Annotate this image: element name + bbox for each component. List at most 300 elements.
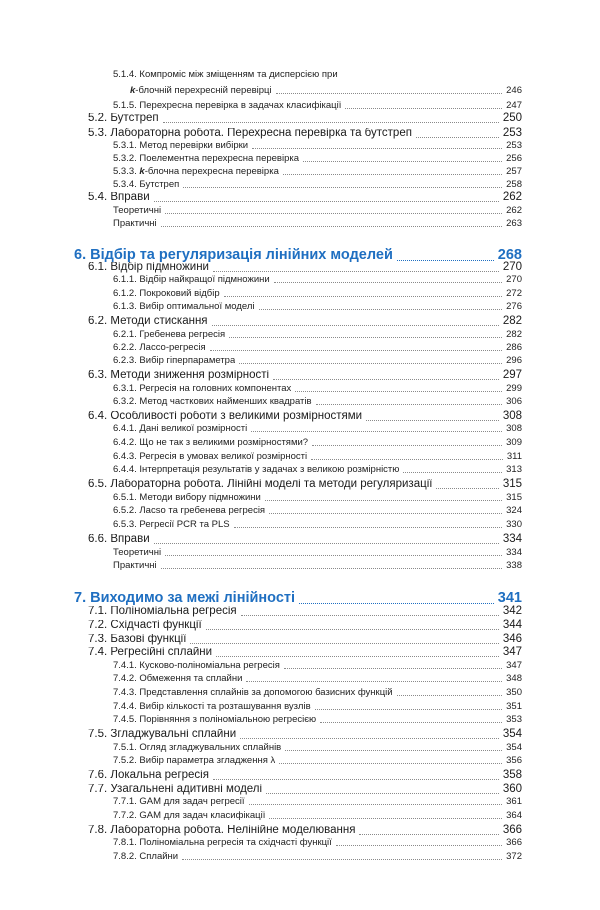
subsection-entry [113, 743, 522, 753]
page-number: 338 [506, 560, 522, 571]
entry-number: 7.7.1. [113, 797, 137, 807]
entry-title-text: Поліноміальна регресія [110, 606, 237, 617]
dot-leader [239, 363, 502, 364]
entry-number: 5.2. [88, 113, 108, 124]
page-number: 272 [506, 288, 522, 299]
entry-title-text: Покроковий відбір [139, 289, 220, 299]
dot-leader [336, 845, 502, 846]
subsection-entry [113, 838, 522, 848]
dot-leader [397, 260, 494, 261]
entry-label [113, 167, 279, 177]
page-number: 306 [506, 396, 522, 407]
entry-number: 6.1. [88, 262, 108, 273]
entry-title-text: Теоретичні [113, 206, 162, 216]
entry-title-text: Методи зниження розмірності [110, 370, 270, 381]
dot-leader [234, 527, 503, 528]
entry-label [113, 330, 225, 340]
entry-title-text: Кусково-поліноміальна регресія [139, 661, 280, 671]
entry-title-text: Вибір параметра згладження λ [139, 756, 276, 766]
dot-leader [183, 187, 502, 188]
entry-title-text: Відбір підмножини [110, 262, 209, 273]
dot-leader [269, 513, 502, 514]
section-entry [88, 192, 522, 204]
entry-label [88, 128, 412, 140]
entry-title-text: Порівняння з поліноміальною регресією [139, 715, 317, 725]
page-number: 354 [506, 742, 522, 753]
subsection-entry [113, 702, 522, 712]
page-number: 270 [506, 274, 522, 285]
entry-label [113, 180, 179, 190]
entry-number: 7.5. [88, 729, 108, 740]
entry-title-text: Відбір найкращої підмножини [139, 275, 270, 285]
entry-title-text: Вправи [110, 192, 150, 203]
entry-title-text: Бутстреп [110, 113, 159, 124]
entry-label [88, 316, 208, 328]
page-number: 299 [506, 383, 522, 394]
entry-title-text: Вибір кількості та розташування вузлів [139, 702, 311, 712]
section-entry [88, 825, 522, 837]
dot-leader [163, 122, 499, 123]
subsection-entry [113, 452, 522, 462]
entry-title-text: Особливості роботи з великими розмірностями [110, 411, 363, 422]
entry-title-text: Гребенева регресія [139, 330, 226, 340]
dot-leader [240, 738, 499, 739]
dot-leader [266, 793, 499, 794]
dot-leader [359, 834, 498, 835]
entry-title-text: Регресії PCR та PLS [139, 520, 230, 530]
entry-label [113, 424, 247, 434]
entry-label [113, 548, 161, 558]
entry-number: 6.2.1. [113, 330, 137, 340]
entry-label [88, 262, 209, 274]
dot-leader [249, 804, 503, 805]
dot-leader [366, 420, 499, 421]
entry-title-text: Перехресна перевірка в задачах класифікації [139, 101, 342, 111]
section-entry [88, 647, 522, 659]
entry-title-text: Метод перевірки вибірки [139, 141, 249, 151]
section-entry [88, 479, 522, 491]
entry-label [113, 141, 248, 151]
page-number: 341 [497, 590, 522, 606]
entry-label [113, 206, 161, 216]
entry-number: 6.1.2. [113, 289, 137, 299]
entry-title-text: Лабораторна робота. Лінійні моделі та методи регуляризації [110, 479, 433, 490]
page-number: 330 [506, 519, 522, 530]
chapter-entry [74, 591, 522, 606]
entry-title-text: GAM для задач регресії [139, 797, 245, 807]
page-number: 366 [502, 824, 522, 836]
section-entry [88, 729, 522, 741]
subsection-entry [113, 356, 522, 366]
dot-leader [316, 404, 503, 405]
subsection-entry [113, 384, 522, 394]
subsection-entry [113, 465, 522, 475]
entry-label [113, 852, 178, 862]
page-number: 311 [506, 451, 522, 462]
entry-number: 6.3. [88, 370, 108, 381]
subsection-entry [113, 852, 522, 862]
entry-number: 6.5.2. [113, 506, 137, 516]
section-entry [88, 770, 522, 782]
entry-number: 5.3.4. [113, 180, 137, 190]
entry-title-text: Дані великої розмірності [139, 424, 248, 434]
entry-number: 6.4.4. [113, 465, 137, 475]
subsection-entry [113, 811, 522, 821]
dot-leader [403, 472, 502, 473]
dot-leader [312, 445, 502, 446]
entry-number: 6.1.1. [113, 275, 137, 285]
entry-number: 6.6. [88, 534, 108, 545]
entry-number: 7.4.4. [113, 702, 137, 712]
section-entry [88, 606, 522, 618]
entry-label [88, 825, 355, 837]
entry-number: 5.3.3. [113, 167, 137, 177]
entry-title-text: Вибір гіперпараметра [139, 356, 236, 366]
entry-label [74, 591, 295, 606]
entry-label [113, 343, 206, 353]
entry-label [88, 729, 236, 741]
entry-label [113, 797, 245, 807]
page-number: 324 [506, 505, 522, 516]
subsection-entry [113, 219, 522, 229]
entry-number: 6.2. [88, 316, 108, 327]
entry-title-text: Практичні [113, 219, 157, 229]
dot-leader [165, 555, 502, 556]
entry-label [113, 838, 332, 848]
entry-number: 7. [74, 591, 87, 606]
entry-label [113, 452, 307, 462]
dot-leader [311, 459, 503, 460]
entry-number: 7.5.1. [113, 743, 137, 753]
entry-label [74, 248, 393, 263]
entry-title-text: Регресія в умовах великої розмірності [139, 452, 308, 462]
dot-leader [206, 629, 499, 630]
entry-title-text: Лабораторна робота. Перехресна перевірка та бутстреп [110, 128, 412, 139]
page-number: 354 [502, 728, 522, 740]
entry-title-text: Поліноміальна регресія та східчасті функції [139, 838, 332, 848]
entry-title-text: Регресія на головних компонентах [139, 384, 292, 394]
entry-number: 6.4.2. [113, 438, 137, 448]
section-entry [88, 262, 522, 274]
entry-label [113, 715, 316, 725]
dot-leader [283, 174, 502, 175]
entry-label [88, 770, 209, 782]
dot-leader [213, 271, 499, 272]
entry-label [113, 674, 242, 684]
entry-title-text: Узагальнені адитивні моделі [110, 784, 263, 795]
entry-number: 6.5.1. [113, 493, 137, 503]
entry-number: 5.3.2. [113, 154, 137, 164]
page-number: 297 [502, 369, 522, 381]
entry-title-text: Ласso та гребенева регресія [139, 506, 266, 516]
page-number: 257 [506, 166, 522, 177]
entry-label [113, 702, 311, 712]
section-entry [88, 411, 522, 423]
dot-leader [182, 859, 502, 860]
entry-label [113, 275, 270, 285]
entry-label [113, 493, 261, 503]
page-number: 247 [506, 100, 522, 111]
entry-number: 6.5. [88, 479, 108, 490]
entry-title-text: Методи стискання [110, 316, 208, 327]
entry-title-text: Огляд згладжувальних сплайнів [139, 743, 282, 753]
subsection-entry [113, 520, 522, 530]
entry-number: 7.1. [88, 606, 108, 617]
entry-label [113, 743, 281, 753]
entry-number: 5.1.5. [113, 101, 137, 111]
entry-title-text: Інтерпретація результатів у задачах з великою розмірністю [139, 465, 400, 475]
entry-title-text: Лассо-регресія [139, 343, 206, 353]
entry-label [88, 620, 202, 632]
page-number: 263 [506, 218, 522, 229]
page-number: 286 [506, 342, 522, 353]
entry-title-text: Вибір оптимальної моделі [139, 302, 255, 312]
page-number: 262 [502, 191, 522, 203]
entry-title-text: Бутстреп [139, 180, 180, 190]
subsection-entry [130, 86, 522, 96]
entry-label [113, 661, 280, 671]
entry-label [113, 811, 265, 821]
entry-number: 6.2.3. [113, 356, 137, 366]
entry-title-text: Обмеження та сплайни [139, 674, 243, 684]
subsection-entry [113, 561, 522, 571]
dot-leader [273, 379, 499, 380]
subsection-entry [113, 756, 522, 766]
entry-label [88, 370, 269, 382]
dot-leader [154, 201, 499, 202]
dot-leader [165, 213, 502, 214]
dot-leader [190, 643, 498, 644]
entry-number: 7.5.2. [113, 756, 137, 766]
page-number: 246 [506, 85, 522, 96]
page-number: 315 [502, 478, 522, 490]
subsection-entry [113, 506, 522, 516]
page-number: 361 [506, 796, 522, 807]
dot-leader [161, 568, 503, 569]
subsection-entry [113, 438, 522, 448]
page-number: 344 [502, 619, 522, 631]
page-number: 262 [506, 205, 522, 216]
entry-label [113, 397, 312, 407]
page-number: 253 [506, 140, 522, 151]
entry-title-text: Сплайни [139, 852, 179, 862]
entry-number: 6.1.3. [113, 302, 137, 312]
entry-number: 7.4.5. [113, 715, 137, 725]
entry-label [113, 688, 393, 698]
subsection-entry [113, 154, 522, 164]
page-number: 309 [506, 437, 522, 448]
entry-label [88, 634, 186, 646]
page-number: 282 [502, 315, 522, 327]
entry-label [88, 411, 362, 423]
entry-label [113, 289, 220, 299]
entry-label [113, 219, 157, 229]
subsection-entry [113, 289, 522, 299]
entry-number: 7.8.1. [113, 838, 137, 848]
subsection-entry [113, 101, 522, 111]
entry-number: 7.4.2. [113, 674, 137, 684]
entry-title-text: GAM для задач класифікації [139, 811, 266, 821]
dot-leader [284, 668, 502, 669]
dot-leader [320, 722, 502, 723]
dot-leader [303, 161, 502, 162]
entry-label [113, 302, 255, 312]
dot-leader [252, 148, 502, 149]
entry-title-text: Що не так з великими розмірностями? [139, 438, 309, 448]
subsection-entry [113, 180, 522, 190]
entry-number: 6.5.3. [113, 520, 137, 530]
entry-label [113, 561, 157, 571]
subsection-entry [113, 424, 522, 434]
entry-title-text: Методи вибору підмножини [139, 493, 261, 503]
chapter-entry [74, 248, 522, 263]
page-number: 353 [506, 714, 522, 725]
dot-leader [285, 750, 502, 751]
section-entry [88, 534, 522, 546]
dot-leader [213, 779, 499, 780]
entry-number: 6.4.3. [113, 452, 137, 462]
page-number: 256 [506, 153, 522, 164]
entry-number: 6.4.1. [113, 424, 137, 434]
entry-number: 6. [74, 248, 87, 263]
subsection-entry [113, 302, 522, 312]
entry-title-text: Регресійні сплайни [110, 647, 213, 658]
subsection-entry [113, 70, 522, 80]
entry-title-text: Виходимо за межі лінійності [90, 591, 296, 606]
entry-number: 7.7. [88, 784, 108, 795]
entry-label [113, 520, 230, 530]
entry-number: 5.3.1. [113, 141, 137, 151]
dot-leader [299, 603, 494, 604]
dot-leader [397, 695, 503, 696]
page-number: 282 [506, 329, 522, 340]
dot-leader [259, 309, 503, 310]
dot-leader [241, 615, 499, 616]
subsection-entry [113, 715, 522, 725]
page-number: 348 [506, 673, 522, 684]
dot-leader [269, 818, 502, 819]
page-number: 346 [502, 633, 522, 645]
dot-leader [212, 325, 499, 326]
dot-leader [246, 681, 502, 682]
page-number: 313 [506, 464, 522, 475]
subsection-entry [113, 141, 522, 151]
page-number: 364 [506, 810, 522, 821]
entry-label [113, 101, 341, 111]
page-number: 315 [506, 492, 522, 503]
entry-number: 6.4. [88, 411, 108, 422]
dot-leader [276, 93, 503, 94]
subsection-entry [113, 493, 522, 503]
subsection-entry [113, 330, 522, 340]
page-number: 347 [506, 660, 522, 671]
subsection-entry [113, 206, 522, 216]
page-number: 342 [502, 605, 522, 617]
entry-number: 6.2.2. [113, 343, 137, 353]
entry-label [88, 606, 237, 618]
subsection-entry [113, 661, 522, 671]
entry-number: 7.6. [88, 770, 108, 781]
entry-label [113, 465, 399, 475]
entry-label [113, 506, 265, 516]
entry-label [88, 479, 432, 491]
subsection-entry [113, 688, 522, 698]
entry-label [88, 113, 159, 125]
entry-number: 5.1.4. [113, 70, 137, 80]
section-entry [88, 113, 522, 125]
page-number: 351 [506, 701, 522, 712]
entry-title-text: Представлення сплайнів за допомогою базисних функцій [139, 688, 393, 698]
dot-leader [436, 488, 498, 489]
dot-leader [315, 709, 503, 710]
entry-number: 7.4.1. [113, 661, 137, 671]
entry-title-text: Згладжувальні сплайни [110, 729, 237, 740]
subsection-entry [113, 674, 522, 684]
page-number: 308 [506, 423, 522, 434]
entry-number: 5.3. [88, 128, 108, 139]
page-number: 372 [506, 851, 522, 862]
entry-label [113, 438, 308, 448]
entry-title-text: Метод часткових найменших квадратів [139, 397, 312, 407]
entry-title-text: Вправи [110, 534, 150, 545]
entry-number: 6.3.1. [113, 384, 137, 394]
subsection-entry [113, 548, 522, 558]
entry-title-text: Теоретичні [113, 548, 162, 558]
entry-label [113, 356, 235, 366]
entry-number: 7.2. [88, 620, 108, 631]
dot-leader [216, 656, 499, 657]
entry-label [130, 86, 272, 96]
page-number: 250 [502, 112, 522, 124]
entry-title-text: Лабораторна робота. Нелінійне моделювання [110, 825, 356, 836]
subsection-entry [113, 167, 522, 177]
entry-label [113, 756, 275, 766]
dot-leader [224, 296, 503, 297]
page-number: 253 [502, 127, 522, 139]
entry-number: 7.4.3. [113, 688, 137, 698]
entry-number: 7.3. [88, 634, 108, 645]
page-number: 334 [502, 533, 522, 545]
page-number: 356 [506, 755, 522, 766]
entry-title-text: Локальна регресія [110, 770, 209, 781]
entry-label [88, 534, 150, 546]
entry-label [113, 70, 338, 80]
dot-leader [251, 431, 502, 432]
dot-leader [279, 763, 502, 764]
section-entry [88, 634, 522, 646]
page-number: 268 [497, 247, 522, 263]
subsection-entry [113, 397, 522, 407]
dot-leader [161, 226, 503, 227]
page-number: 276 [506, 301, 522, 312]
dot-leader [265, 500, 502, 501]
entry-number: 6.3.2. [113, 397, 137, 407]
section-entry [88, 370, 522, 382]
entry-title-text: k-блочній перехресній перевірці [130, 86, 272, 96]
page-number: 350 [506, 687, 522, 698]
entry-number: 7.8.2. [113, 852, 137, 862]
entry-label [88, 784, 262, 796]
page-number: 360 [502, 783, 522, 795]
page-number: 347 [502, 646, 522, 658]
dot-leader [154, 543, 499, 544]
dot-leader [416, 137, 499, 138]
dot-leader [345, 108, 502, 109]
dot-leader [210, 350, 503, 351]
dot-leader [229, 337, 502, 338]
section-entry [88, 784, 522, 796]
entry-number: 7.8. [88, 825, 108, 836]
